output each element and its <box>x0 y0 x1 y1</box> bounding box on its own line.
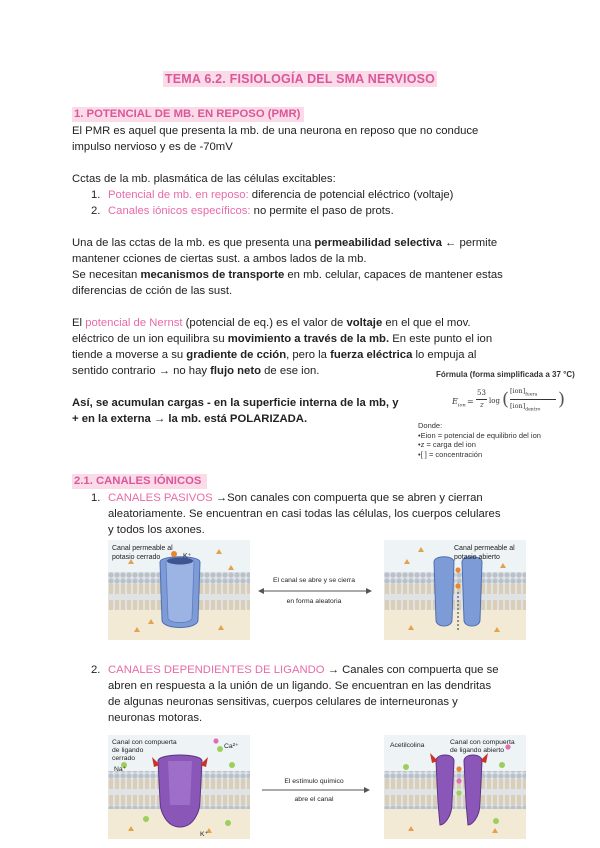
list-item: 2. Canales iónicos específicos: no permite el paso de prots. <box>91 205 394 217</box>
right-channel-label-2: potasio abierto <box>454 554 500 561</box>
left-ligand-label-2: de ligando <box>112 747 144 754</box>
acetylcholine-label: Acetilcolina <box>390 742 425 749</box>
ca-ion-label: Ca²⁺ <box>224 743 239 750</box>
right-ligand-label-2: de ligando abierto <box>450 747 505 754</box>
polarization-paragraph: Así, se acumulan cargas - en la superficie interna de la mb, y + en la externa → la mb. está POLARIZADA. <box>72 397 399 425</box>
cctas-intro: Cctas de la mb. plasmática de las células excitables: <box>72 173 336 185</box>
left-ligand-label-3: cerrado <box>112 755 136 762</box>
left-ligand-label-1: Canal con compuerta <box>112 739 177 746</box>
section-2-heading: 2.1. CANALES IÓNICOS <box>72 474 207 489</box>
ligand-channel-figure <box>108 735 556 839</box>
passive-channels-item: 1. CANALES PASIVOS →Son canales con compuerta que se abren y cierran aleatoriamente. Se encuentran en casi todas las células, los cuerpos celulares y todos los axones. <box>91 492 501 536</box>
left-channel-label-2: potasio cerrado <box>112 554 161 561</box>
permeability-paragraph: Una de las cctas de la mb. es que presenta una permeabilidad selectiva ← permite mantener cciones de ciertas sust. a ambos lados de la mb. Se necesitan mecanismos de transporte en mb. celular, capaces de mantener estas diferencias de cción de las sust. <box>72 237 503 297</box>
nernst-paragraph: El potencial de Nernst (potencial de eq.) es el valor de voltaje en el que el mov. eléctrico de un ion equilibra su movimiento a través de la mb. En este punto el ion tiende a moverse a su gradiente de cción, pero la fuerza eléctrica lo empuja al sentido contrario → no hay flujo neto de ese ion. <box>72 317 493 377</box>
nernst-formula <box>418 370 590 462</box>
ligand-channels-item: 2. CANALES DEPENDIENTES DE LIGANDO → Canales con compuerta que se abren en respuesta a la unión de un ligando. Se encuentran en las dendritas de algunas neuronas sensitivas, cuerpos celulares de interneuronas y neuronas motoras. <box>91 664 499 724</box>
arrow-label-2: en forma aleatoria <box>286 598 342 605</box>
section-1-heading: 1. POTENCIAL DE MB. EN REPOSO (PMR) <box>72 107 304 122</box>
pmr-definition: El PMR es aquel que presenta la mb. de una neurona en reposo que no conduce impulso nervioso y es de -70mV <box>72 125 479 153</box>
k-ion-label-2: K⁺ <box>200 831 209 838</box>
passive-channel-figure <box>108 540 556 640</box>
cctas-list <box>72 187 542 219</box>
right-channel-label-1: Canal permeable al <box>454 545 515 552</box>
stimulus-label-2: abre el canal <box>294 796 334 803</box>
list-item: 1. Potencial de mb. en reposo: diferencia de potencial eléctrico (voltaje) <box>91 189 454 201</box>
formula-legend: Donde: •Eion = potencial de equilibrio del ion •z = carga del ion •[ ] = concentración <box>418 421 541 459</box>
right-ligand-label-1: Canal con compuerta <box>450 739 515 746</box>
na-ion-label: Na⁺ <box>114 766 127 773</box>
page-title: TEMA 6.2. FISIOLOGÍA DEL SMA NERVIOSO <box>164 72 436 86</box>
formula-equation: $E_{ion}$ = 53 z log ( $[ion]_{fuera}$ $[ion]_{dentro}$ ) <box>452 387 566 413</box>
k-ion-label: K⁺ <box>183 553 192 560</box>
arrow-label-1: El canal se abre y se cierra <box>273 577 355 584</box>
formula-title: Fórmula (forma simplificada a 37 °C) <box>436 370 575 379</box>
left-channel-label-1: Canal permeable al <box>112 545 173 552</box>
stimulus-label-1: El estímulo químico <box>284 778 344 785</box>
